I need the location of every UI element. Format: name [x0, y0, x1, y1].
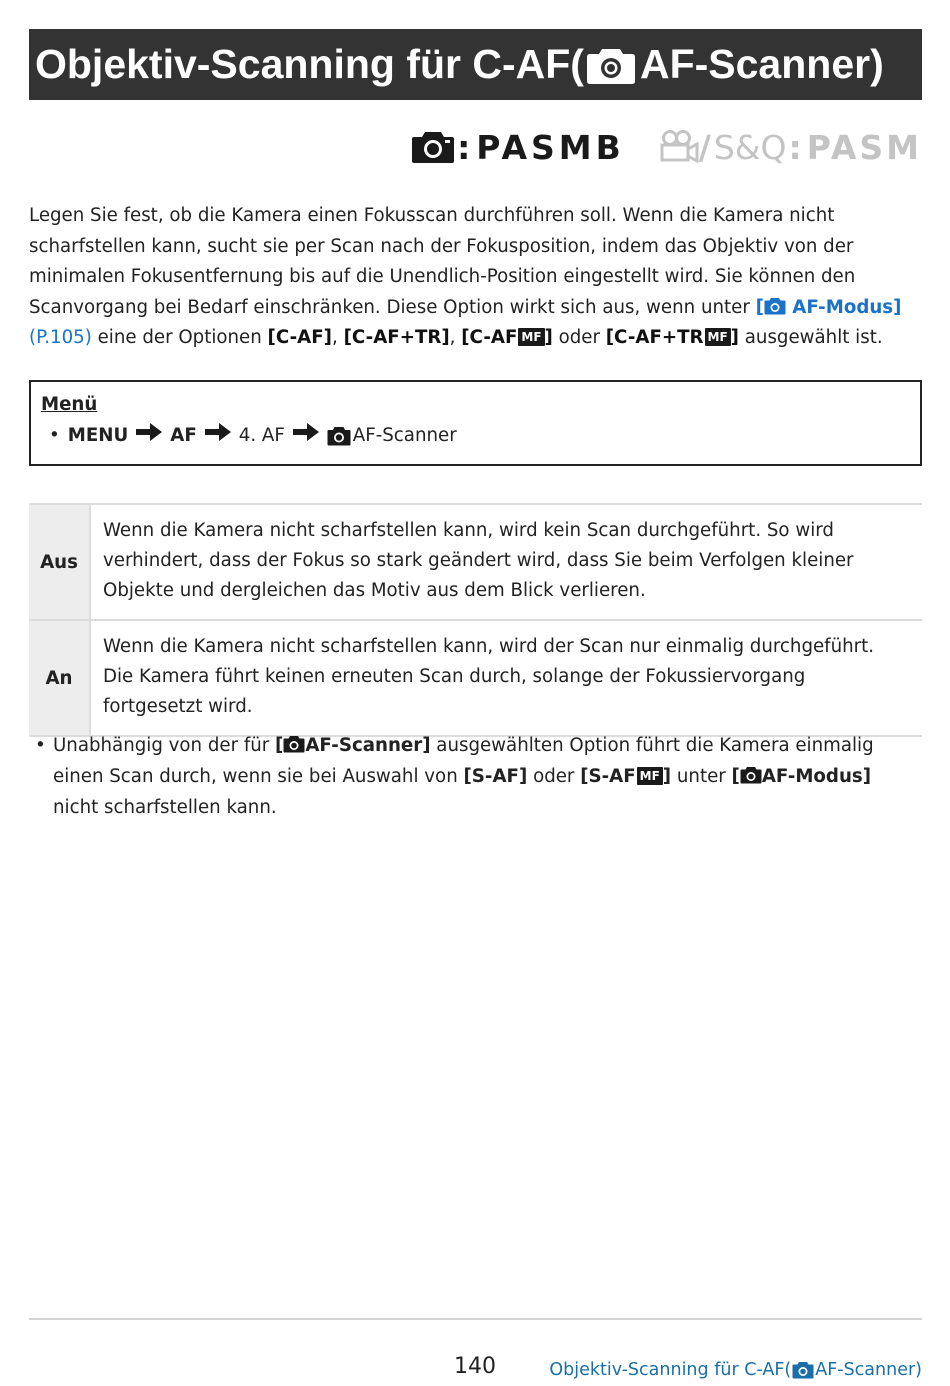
- option-key: Aus: [29, 504, 90, 620]
- note-text-part: nicht scharfstellen kann.: [53, 797, 277, 818]
- photo-mode-letters: PASMB: [476, 127, 625, 167]
- note-text: [53, 730, 922, 823]
- arrow-right-icon: [136, 420, 162, 452]
- footer-divider: [29, 1318, 922, 1320]
- arrow-right-icon: [205, 420, 231, 452]
- intro-paragraph: [29, 201, 922, 354]
- bullet: •: [35, 735, 46, 756]
- page-number: 140: [454, 1354, 496, 1379]
- movie-camera-icon: [659, 130, 699, 164]
- af-mode-link-text: AF-Modus]: [785, 296, 902, 318]
- mf-badge: MF: [705, 328, 731, 346]
- option-description: Wenn die Kamera nicht scharfstellen kann, wird der Scan nur einmalig durchgeführt. Die Kamera führt keinen erneuten Scan durch, solange der Fokussiervorgang fortgesetzt wird.: [90, 620, 922, 736]
- table-row: [29, 620, 922, 736]
- camera-icon: [283, 735, 305, 753]
- intro-text: ,: [332, 327, 344, 348]
- option-af-scanner: [275, 735, 430, 756]
- option-key: An: [29, 620, 90, 736]
- option-c-af-tr-mf: [606, 327, 739, 348]
- option-c-af-mf: [461, 327, 553, 348]
- af-mode-link[interactable]: [756, 297, 902, 318]
- camera-icon: [411, 130, 455, 164]
- camera-icon: [327, 426, 351, 446]
- menu-step-af: AF: [170, 425, 197, 446]
- footer-title-pre: Objektiv-Scanning für C-AF(: [549, 1360, 792, 1380]
- option-text: [C-AF: [461, 327, 518, 348]
- option-label: ]: [662, 766, 672, 787]
- option-text: [C-AF+TR: [605, 327, 704, 348]
- option-text: ]: [544, 327, 553, 348]
- camera-icon: [740, 766, 762, 784]
- photo-separator: :: [457, 127, 475, 167]
- note-text-part: Unabhängig von der für: [53, 735, 276, 756]
- intro-text: Legen Sie fest, ob die Kamera einen Fokusscan durchführen soll. Wenn die Kamera nicht scharfstellen kann, sucht sie per Scan nach der Fokusposition, indem das Objektiv von der minimalen Fokusentfernung bis auf die Unendlich-Position eingestellt wird. Sie können den Scanvorgang bei Bedarf einschränken. Diese Option wirkt sich aus, wenn unter: [29, 205, 856, 318]
- link-bracket: [: [755, 296, 764, 318]
- intro-text: oder: [552, 327, 606, 348]
- options-table: [29, 503, 922, 737]
- bracket: [: [731, 766, 740, 787]
- note-text-part: oder: [527, 766, 581, 787]
- video-modes: [659, 128, 922, 167]
- menu-path: [41, 420, 910, 452]
- footer-title-post: AF-Scanner): [815, 1360, 922, 1380]
- option-description: Wenn die Kamera nicht scharfstellen kann, wird kein Scan durchgeführt. So wird verhindert, dass der Fokus so stark geändert wird, dass Sie beim Verfolgen kleiner Objekte und dergleichen das Motiv aus dem Blick verlieren.: [90, 504, 922, 620]
- page-reference-link[interactable]: (P.105): [29, 327, 92, 348]
- menu-step-4-af: 4. AF: [238, 425, 285, 446]
- option-label: AF-Scanner]: [305, 735, 431, 756]
- menu-path-box: [29, 380, 922, 466]
- camera-icon: [764, 297, 786, 315]
- menu-step-menu: MENU: [67, 425, 129, 446]
- option-af-mode: [732, 766, 872, 787]
- intro-text: eine der Optionen: [91, 327, 268, 348]
- page-title-text-pre: Objektiv-Scanning für C-AF(: [35, 41, 584, 87]
- menu-heading: Menü: [41, 394, 98, 415]
- mf-badge: MF: [518, 328, 544, 346]
- camera-icon: [586, 45, 636, 85]
- option-s-af: [S-AF]: [463, 766, 528, 787]
- note-text-part: ausgewählten Option führt die Kamera einmalig einen Scan durch, wenn sie bei Auswahl von: [53, 735, 874, 787]
- option-label: [S-AF: [580, 766, 636, 787]
- bullet: •: [49, 425, 60, 446]
- page-title-text-post: AF-Scanner): [639, 41, 884, 87]
- intro-text: ausgewählt ist.: [738, 327, 883, 348]
- option-c-af-tr: [C-AF+TR]: [343, 327, 450, 348]
- option-s-af-mf: [580, 766, 671, 787]
- camera-icon: [792, 1361, 814, 1379]
- mf-badge: MF: [637, 767, 663, 785]
- page-title: [29, 29, 922, 100]
- footer-section-link[interactable]: [549, 1360, 922, 1380]
- bracket: [: [275, 735, 284, 756]
- shooting-modes: [411, 124, 922, 170]
- photo-modes: [411, 128, 625, 167]
- note-text-part: unter: [671, 766, 732, 787]
- arrow-right-icon: [293, 420, 319, 452]
- option-label: AF-Modus]: [761, 766, 872, 787]
- table-row: [29, 504, 922, 620]
- video-separator: /: [698, 127, 714, 167]
- video-mode-letters: PASM: [806, 127, 922, 167]
- intro-text: ,: [449, 327, 462, 348]
- note-item: [29, 730, 922, 823]
- menu-step-af-scanner: AF-Scanner: [352, 425, 457, 446]
- option-text: ]: [730, 327, 739, 348]
- option-c-af: [C-AF]: [267, 327, 332, 348]
- sq-label: S&Q: [713, 127, 787, 167]
- video-colon: :: [788, 127, 805, 167]
